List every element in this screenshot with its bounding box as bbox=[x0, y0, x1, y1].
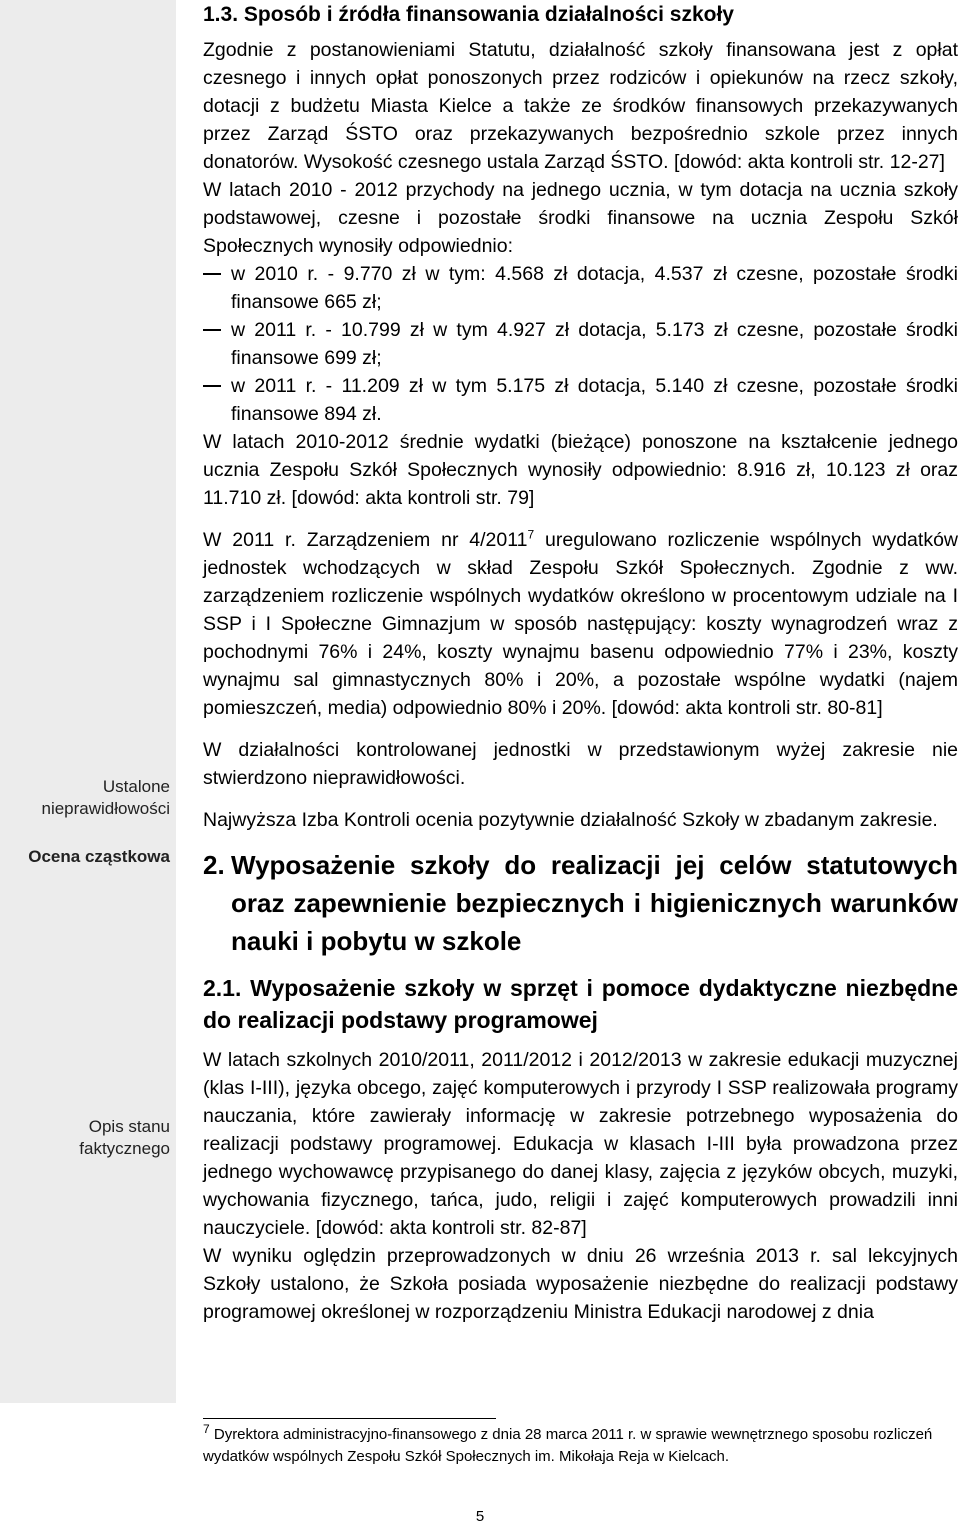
section-heading: 1.3. Sposób i źródła finansowania działalności szkoły bbox=[203, 3, 734, 26]
paragraph-partial-assessment: Najwyższa Izba Kontroli ocenia pozytywnie działalność Szkoły w zbadanym zakresie. bbox=[203, 809, 938, 831]
footnote-reference: 7 bbox=[527, 527, 535, 542]
list-item bbox=[203, 372, 958, 428]
paragraph-no-irregularities: W działalności kontrolowanej jednostki w przedstawionym wyżej zakresie nie stwierdzono nieprawidłowości. bbox=[203, 739, 958, 789]
chapter-title: Wyposażenie szkoły do realizacji jej celów statutowych oraz zapewnienie bezpiecznych i higienicznych warunków nauki i pobytu w szkole bbox=[231, 850, 958, 956]
chapter-number: 2. bbox=[203, 850, 225, 880]
list-item bbox=[203, 316, 958, 372]
dash-bullet bbox=[203, 273, 221, 275]
subsection-heading: 2.1. Wyposażenie szkoły w sprzęt i pomoce dydaktyczne niezbędne do realizacji podstawy programowej bbox=[203, 975, 958, 1033]
footnote-text: Dyrektora administracyjno-finansowego z dnia 28 marca 2011 r. w sprawie wewnętrznego sposobu rozliczeń wydatków wspólnych Zespołu Szkół Społecznych im. Mikołaja Reja w Kielcach. bbox=[203, 1426, 933, 1465]
paragraph-shared-expenses-start: W 2011 r. Zarządzeniem nr 4/2011 bbox=[203, 529, 528, 551]
list-item bbox=[203, 260, 958, 316]
list-item-text: w 2011 r. - 10.799 zł w tym 4.927 zł dotacja, 5.173 zł czesne, pozostałe środki finansowe 699 zł; bbox=[231, 319, 958, 369]
margin-column bbox=[0, 0, 176, 1403]
dash-bullet bbox=[203, 329, 221, 331]
list-item-text: w 2010 r. - 9.770 zł w tym: 4.568 zł dotacja, 4.537 zł czesne, pozostałe środki finansowe 665 zł; bbox=[231, 263, 958, 313]
footnote-number: 7 bbox=[203, 1422, 210, 1436]
margin-label-state-description: Opis stanu faktycznego bbox=[79, 1117, 170, 1158]
footnote-separator bbox=[203, 1418, 496, 1419]
paragraph-revenue-per-student: W latach 2010 - 2012 przychody na jednego ucznia, w tym dotacja na ucznia szkoły podstawowej, czesne i pozostałe środki finansowe na ucznia Zespołu Szkół Społecznych wynosiły odpowiednio: bbox=[203, 179, 958, 257]
margin-label-partial-assessment: Ocena cząstkowa bbox=[28, 847, 170, 866]
paragraph-shared-expenses-rest: uregulowano rozliczenie wspólnych wydatków jednostek wchodzących w skład Zespołu Szkół Społecznych. Zgodnie z ww. zarządzeniem rozliczenie wspólnych wydatków określono w procentowym udziale na I SSP i I Społeczne Gimnazjum w sposób następujący: koszty wynagrodzeń wraz z pochodnymi 76% i 24%, koszty wynajmu basenu odpowiednio 77% i 23%, koszty wynajmu sal gimnastycznych 80% i 20%, a pozostałe wspólne wydatki (najem pomieszczeń, media) odpowiednio 80% i 20%. [dowód: akta kontroli str. 80-81] bbox=[203, 529, 958, 719]
paragraph-curriculum: W latach szkolnych 2010/2011, 2011/2012 i 2012/2013 w zakresie edukacji muzycznej (klas I-III), języka obcego, zajęć komputerowych i przyrody I SSP realizowała programy nauczania, które zawierały informację w zakresie potrzebnego wyposażenia do realizacji podstawy programowej. Edukacja w klasach I-III była prowadzona przez jednego wychowawcę przypisanego do danej klasy, zajęcia z języków obcych, muzyki, wychowania fizycznego, tańca, judo, religii i zajęć komputerowych prowadzili inni nauczyciele. [dowód: akta kontroli str. 82-87] bbox=[203, 1049, 958, 1239]
main-content bbox=[203, 0, 958, 1326]
chapter-heading bbox=[203, 846, 958, 960]
margin-label-irregularities: Ustalone nieprawidłowości bbox=[41, 777, 170, 818]
paragraph-shared-expenses bbox=[203, 526, 958, 722]
paragraph-financing-sources: Zgodnie z postanowieniami Statutu, działalność szkoły finansowana jest z opłat czesnego i innych opłat ponoszonych przez rodziców i opiekunów na rzecz szkoły, dotacji z budżetu Miasta Kielce a także ze środków finansowych przekazywanych przez Zarząd ŚSTO oraz przekazywanych bezpośrednio szkole przez innych donatorów. Wysokość czesnego ustala Zarząd ŚSTO. [dowód: akta kontroli str. 12-27] bbox=[203, 39, 958, 173]
footnote bbox=[203, 1424, 958, 1468]
list-item-text: w 2011 r. - 11.209 zł w tym 5.175 zł dotacja, 5.140 zł czesne, pozostałe środki finansowe 894 zł. bbox=[231, 375, 958, 425]
dash-bullet bbox=[203, 385, 221, 387]
paragraph-inspection: W wyniku oględzin przeprowadzonych w dniu 26 września 2013 r. sal lekcyjnych Szkoły ustalono, że Szkoła posiada wyposażenie niezbędne do realizacji podstawy programowej określonej w rozporządzeniu Ministra Edukacji narodowej z dnia bbox=[203, 1245, 958, 1323]
paragraph-average-expenses: W latach 2010-2012 średnie wydatki (bieżące) ponoszone na kształcenie jednego ucznia Zespołu Szkół Społecznych wynosiły odpowiednio: 8.916 zł, 10.123 zł oraz 11.710 zł. [dowód: akta kontroli str. 79] bbox=[203, 431, 958, 509]
page-number: 5 bbox=[475, 1508, 485, 1525]
